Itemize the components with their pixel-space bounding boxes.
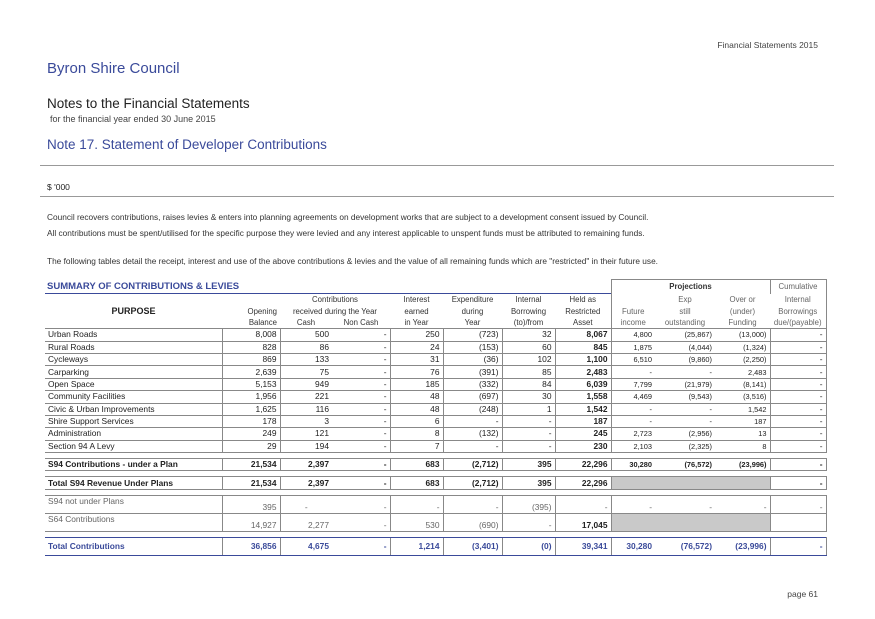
table-row bbox=[45, 366, 826, 378]
cell-interest: 48 bbox=[390, 391, 443, 403]
cell-future: 30,280 bbox=[611, 459, 655, 471]
cell-exp-still: - bbox=[655, 366, 715, 378]
row-purpose: S94 Contributions - under a Plan bbox=[45, 459, 222, 471]
shaded-cell bbox=[655, 477, 715, 489]
cell-exp-still: (9,543) bbox=[655, 391, 715, 403]
opening-header-2: Balance bbox=[222, 317, 280, 329]
cell-opening: 828 bbox=[222, 341, 280, 353]
cell-expenditure: (248) bbox=[443, 403, 502, 415]
cell-cash: 2,397 bbox=[280, 459, 332, 471]
units-label: $ '000 bbox=[47, 182, 70, 192]
cell-exp-still: (9,860) bbox=[655, 353, 715, 365]
cell-cumulative: - bbox=[770, 378, 826, 390]
cell-interest: 683 bbox=[390, 477, 443, 489]
row-purpose: S94 not under Plans bbox=[45, 495, 222, 513]
cell-expenditure: (391) bbox=[443, 366, 502, 378]
cell-cash: 194 bbox=[280, 440, 332, 452]
paragraph: Council recovers contributions, raises levies & enters into planning agreements on development works that are subject to a development consent issued by Council. bbox=[47, 212, 649, 222]
cell-opening: 178 bbox=[222, 415, 280, 427]
cash-header: Cash bbox=[280, 317, 332, 329]
cell-opening: 1,956 bbox=[222, 391, 280, 403]
cell-exp-still: (2,325) bbox=[655, 440, 715, 452]
cell-interest: 185 bbox=[390, 378, 443, 390]
cell-expenditure: (2,712) bbox=[443, 477, 502, 489]
contributions-table bbox=[45, 279, 827, 556]
cell-over-under: 8 bbox=[715, 440, 770, 452]
cell-expenditure: (132) bbox=[443, 428, 502, 440]
expenditure-header: Expenditure bbox=[443, 294, 502, 306]
cell-cumulative: - bbox=[770, 341, 826, 353]
paragraph: The following tables detail the receipt, interest and use of the above contributions & levies and the value of all remaining funds which are "restricted" in their future use. bbox=[47, 256, 658, 266]
table-row bbox=[45, 440, 826, 452]
cell-borrowing: - bbox=[502, 513, 555, 531]
cell-held: 1,100 bbox=[555, 353, 611, 365]
cell-exp-still: - bbox=[655, 403, 715, 415]
cell-cumulative: - bbox=[770, 477, 826, 489]
cell-expenditure: (153) bbox=[443, 341, 502, 353]
total-contributions-row bbox=[45, 537, 826, 555]
cell-cumulative: - bbox=[770, 415, 826, 427]
cell-held: 230 bbox=[555, 440, 611, 452]
cell-interest: 1,214 bbox=[390, 537, 443, 555]
cell-cash: 2,397 bbox=[280, 477, 332, 489]
cell-held: 22,296 bbox=[555, 459, 611, 471]
internal-borrowings-header-3: due/(payable) bbox=[770, 317, 826, 329]
cell-interest: 683 bbox=[390, 459, 443, 471]
cell-over-under: (1,324) bbox=[715, 341, 770, 353]
cell-interest: - bbox=[390, 495, 443, 513]
cell-exp-still: (2,956) bbox=[655, 428, 715, 440]
exp-still-header-3: outstanding bbox=[655, 317, 715, 329]
cell-over-under: (2,250) bbox=[715, 353, 770, 365]
cell-cash: 116 bbox=[280, 403, 332, 415]
table-row bbox=[45, 391, 826, 403]
cell-future: 4,800 bbox=[611, 329, 655, 341]
not-under-plans-row bbox=[45, 495, 826, 513]
cell-cash: 3 bbox=[280, 415, 332, 427]
notes-title: Notes to the Financial Statements bbox=[47, 96, 250, 111]
cell-held: 22,296 bbox=[555, 477, 611, 489]
cell-cash: 500 bbox=[280, 329, 332, 341]
cell-borrowing: 1 bbox=[502, 403, 555, 415]
cell-cash: 2,277 bbox=[280, 513, 332, 531]
cell-future: 30,280 bbox=[611, 537, 655, 555]
cell-borrowing: 395 bbox=[502, 459, 555, 471]
shaded-cell bbox=[715, 513, 770, 531]
expenditure-header-2: during bbox=[461, 306, 484, 316]
cell-interest: 530 bbox=[390, 513, 443, 531]
cell-cumulative: - bbox=[770, 329, 826, 341]
s64-row bbox=[45, 513, 826, 531]
note-title: Note 17. Statement of Developer Contributions bbox=[47, 137, 327, 152]
over-under-header-3: Funding bbox=[715, 317, 770, 329]
borrowing-header-3: (to)/from bbox=[502, 317, 555, 329]
row-purpose: Section 94 A Levy bbox=[45, 440, 222, 452]
shaded-cell bbox=[655, 513, 715, 531]
contributions-header: Contributions bbox=[280, 294, 390, 306]
cell-cumulative: - bbox=[770, 366, 826, 378]
document-header: Financial Statements 2015 bbox=[717, 40, 818, 50]
table-row bbox=[45, 378, 826, 390]
cell-expenditure: - bbox=[443, 495, 502, 513]
cell-opening: 21,534 bbox=[222, 477, 280, 489]
held-header-2: Restricted bbox=[565, 306, 601, 316]
cell-held: 17,045 bbox=[555, 513, 611, 531]
shaded-cell bbox=[611, 513, 655, 531]
cell-held: 845 bbox=[555, 341, 611, 353]
internal-borrowings-header-2: Borrowings bbox=[770, 305, 826, 316]
cell-noncash: - bbox=[332, 378, 390, 390]
cell-expenditure: (697) bbox=[443, 391, 502, 403]
cell-over-under: (23,996) bbox=[715, 459, 770, 471]
noncash-header: Non Cash bbox=[332, 317, 390, 329]
cell-interest: 7 bbox=[390, 440, 443, 452]
cell-expenditure: (332) bbox=[443, 378, 502, 390]
cell-cash: 75 bbox=[280, 366, 332, 378]
table-row bbox=[45, 353, 826, 365]
cell-held: 245 bbox=[555, 428, 611, 440]
cell-future: - bbox=[611, 366, 655, 378]
cell-borrowing: - bbox=[502, 440, 555, 452]
divider bbox=[40, 196, 834, 197]
cell-held: 1,542 bbox=[555, 403, 611, 415]
future-header: Future bbox=[611, 305, 655, 316]
cell-noncash: - bbox=[332, 366, 390, 378]
internal-borrowings-header: Internal bbox=[770, 294, 826, 306]
cell-opening: 1,625 bbox=[222, 403, 280, 415]
exp-still-header: Exp bbox=[678, 294, 692, 304]
s94-under-plan-row bbox=[45, 459, 826, 471]
cell-interest: 76 bbox=[390, 366, 443, 378]
empty-cell bbox=[770, 513, 826, 531]
cell-noncash: - bbox=[332, 403, 390, 415]
cell-exp-still: (21,979) bbox=[655, 378, 715, 390]
summary-title: SUMMARY OF CONTRIBUTIONS & LEVIES bbox=[47, 280, 240, 292]
cell-noncash: - bbox=[332, 341, 390, 353]
cell-opening: 249 bbox=[222, 428, 280, 440]
table-row bbox=[45, 341, 826, 353]
row-purpose: S64 Contributions bbox=[45, 513, 222, 531]
cell-noncash: - bbox=[332, 391, 390, 403]
cell-over-under: (13,000) bbox=[715, 329, 770, 341]
cell-opening: 395 bbox=[222, 495, 280, 513]
cell-cumulative: - bbox=[770, 428, 826, 440]
received-header: received during the Year bbox=[292, 306, 378, 316]
paragraph: All contributions must be spent/utilised for the specific purpose they were levied and any interest applicable to unspent funds must be attributed to remaining funds. bbox=[47, 228, 645, 238]
expenditure-header-3: Year bbox=[443, 317, 502, 329]
cell-noncash: - bbox=[332, 459, 390, 471]
row-purpose: Administration bbox=[45, 428, 222, 440]
cell-cumulative: - bbox=[770, 495, 826, 513]
cell-future: 2,103 bbox=[611, 440, 655, 452]
held-header: Held as bbox=[555, 294, 611, 306]
row-purpose: Rural Roads bbox=[45, 341, 222, 353]
cell-opening: 14,927 bbox=[222, 513, 280, 531]
cell-noncash: - bbox=[332, 477, 390, 489]
cell-held: 1,558 bbox=[555, 391, 611, 403]
cell-held: 6,039 bbox=[555, 378, 611, 390]
cell-exp-still: - bbox=[655, 495, 715, 513]
exp-still-header-2: still bbox=[679, 306, 691, 316]
cell-over-under: 187 bbox=[715, 415, 770, 427]
cell-noncash: - bbox=[332, 415, 390, 427]
cell-future: - bbox=[611, 495, 655, 513]
cell-future: 2,723 bbox=[611, 428, 655, 440]
purpose-header: PURPOSE bbox=[111, 305, 156, 316]
cell-noncash: - bbox=[332, 353, 390, 365]
cell-exp-still: (25,867) bbox=[655, 329, 715, 341]
cell-expenditure: (690) bbox=[443, 513, 502, 531]
cell-interest: 48 bbox=[390, 403, 443, 415]
cell-future: 6,510 bbox=[611, 353, 655, 365]
cell-noncash: - bbox=[332, 440, 390, 452]
cell-opening: 8,008 bbox=[222, 329, 280, 341]
row-purpose: Shire Support Services bbox=[45, 415, 222, 427]
cell-exp-still: (76,572) bbox=[655, 459, 715, 471]
held-header-3: Asset bbox=[555, 317, 611, 329]
cell-expenditure: (2,712) bbox=[443, 459, 502, 471]
cell-expenditure: (36) bbox=[443, 353, 502, 365]
interest-header-3: in Year bbox=[390, 317, 443, 329]
cell-borrowing: (0) bbox=[502, 537, 555, 555]
cell-cumulative: - bbox=[770, 537, 826, 555]
cell-noncash: - bbox=[332, 329, 390, 341]
cell-opening: 29 bbox=[222, 440, 280, 452]
cell-borrowing: (395) bbox=[502, 495, 555, 513]
over-under-header: Over or bbox=[729, 294, 756, 304]
cell-cash: 121 bbox=[280, 428, 332, 440]
cell-borrowing: 102 bbox=[502, 353, 555, 365]
cell-future: - bbox=[611, 415, 655, 427]
divider bbox=[40, 165, 834, 166]
row-purpose: Community Facilities bbox=[45, 391, 222, 403]
cell-over-under: - bbox=[715, 495, 770, 513]
cell-over-under: 13 bbox=[715, 428, 770, 440]
cell-future: 7,799 bbox=[611, 378, 655, 390]
cell-exp-still: (4,044) bbox=[655, 341, 715, 353]
row-purpose: Open Space bbox=[45, 378, 222, 390]
cell-held: 39,341 bbox=[555, 537, 611, 555]
cell-cash: 221 bbox=[280, 391, 332, 403]
cell-borrowing: 395 bbox=[502, 477, 555, 489]
cell-interest: 24 bbox=[390, 341, 443, 353]
cell-over-under: (8,141) bbox=[715, 378, 770, 390]
table-row bbox=[45, 329, 826, 341]
cell-expenditure: - bbox=[443, 415, 502, 427]
borrowing-header-2: Borrowing bbox=[510, 306, 547, 316]
cell-opening: 869 bbox=[222, 353, 280, 365]
cell-over-under: (3,516) bbox=[715, 391, 770, 403]
cell-future: - bbox=[611, 403, 655, 415]
table-row bbox=[45, 415, 826, 427]
cell-noncash: - bbox=[332, 513, 390, 531]
notes-subtitle: for the financial year ended 30 June 2015 bbox=[50, 114, 216, 124]
projections-header: Projections bbox=[611, 280, 770, 294]
cell-borrowing: - bbox=[502, 428, 555, 440]
cell-cumulative: - bbox=[770, 391, 826, 403]
page-number: page 61 bbox=[787, 589, 818, 599]
cell-cumulative: - bbox=[770, 459, 826, 471]
cell-held: 187 bbox=[555, 415, 611, 427]
cell-future: 1,875 bbox=[611, 341, 655, 353]
cell-over-under: (23,996) bbox=[715, 537, 770, 555]
cell-exp-still: (76,572) bbox=[655, 537, 715, 555]
over-under-header-2: (under) bbox=[729, 306, 756, 316]
future-header-2: income bbox=[611, 317, 655, 329]
cell-cumulative: - bbox=[770, 353, 826, 365]
row-purpose: Carparking bbox=[45, 366, 222, 378]
total-s94-row bbox=[45, 477, 826, 489]
cell-expenditure: - bbox=[443, 440, 502, 452]
cell-over-under: 2,483 bbox=[715, 366, 770, 378]
cell-borrowing: 30 bbox=[502, 391, 555, 403]
cell-cumulative: - bbox=[770, 440, 826, 452]
table-row bbox=[45, 403, 826, 415]
cell-future: 4,469 bbox=[611, 391, 655, 403]
cell-borrowing: 84 bbox=[502, 378, 555, 390]
cell-cash: 4,675 bbox=[280, 537, 332, 555]
cell-noncash: - bbox=[332, 537, 390, 555]
cell-exp-still: - bbox=[655, 415, 715, 427]
cell-cash: 86 bbox=[280, 341, 332, 353]
cell-borrowing: - bbox=[502, 415, 555, 427]
opening-header: Opening bbox=[247, 306, 277, 316]
cell-opening: 5,153 bbox=[222, 378, 280, 390]
cell-noncash: - bbox=[332, 495, 390, 513]
table-row bbox=[45, 428, 826, 440]
shaded-cell bbox=[611, 477, 655, 489]
row-purpose: Total S94 Revenue Under Plans bbox=[45, 477, 222, 489]
cell-expenditure: (3,401) bbox=[443, 537, 502, 555]
interest-header-2: earned bbox=[404, 306, 429, 316]
cell-cash: - bbox=[280, 495, 332, 513]
row-purpose: Total Contributions bbox=[45, 537, 222, 555]
borrowing-header: Internal bbox=[502, 294, 555, 306]
cell-interest: 250 bbox=[390, 329, 443, 341]
cell-cash: 949 bbox=[280, 378, 332, 390]
cell-interest: 31 bbox=[390, 353, 443, 365]
cell-over-under: 1,542 bbox=[715, 403, 770, 415]
cell-borrowing: 85 bbox=[502, 366, 555, 378]
cell-borrowing: 60 bbox=[502, 341, 555, 353]
cell-opening: 36,856 bbox=[222, 537, 280, 555]
cell-opening: 21,534 bbox=[222, 459, 280, 471]
row-purpose: Urban Roads bbox=[45, 329, 222, 341]
row-purpose: Civic & Urban Improvements bbox=[45, 403, 222, 415]
shaded-cell bbox=[715, 477, 770, 489]
cell-interest: 6 bbox=[390, 415, 443, 427]
council-name: Byron Shire Council bbox=[47, 60, 180, 77]
cell-noncash: - bbox=[332, 428, 390, 440]
cell-expenditure: (723) bbox=[443, 329, 502, 341]
cell-borrowing: 32 bbox=[502, 329, 555, 341]
cell-held: 8,067 bbox=[555, 329, 611, 341]
cell-interest: 8 bbox=[390, 428, 443, 440]
interest-header: Interest bbox=[390, 294, 443, 306]
cell-held: 2,483 bbox=[555, 366, 611, 378]
cell-opening: 2,639 bbox=[222, 366, 280, 378]
row-purpose: Cycleways bbox=[45, 353, 222, 365]
cumulative-header: Cumulative bbox=[770, 280, 826, 294]
cell-cumulative: - bbox=[770, 403, 826, 415]
cell-held: - bbox=[555, 495, 611, 513]
cell-cash: 133 bbox=[280, 353, 332, 365]
